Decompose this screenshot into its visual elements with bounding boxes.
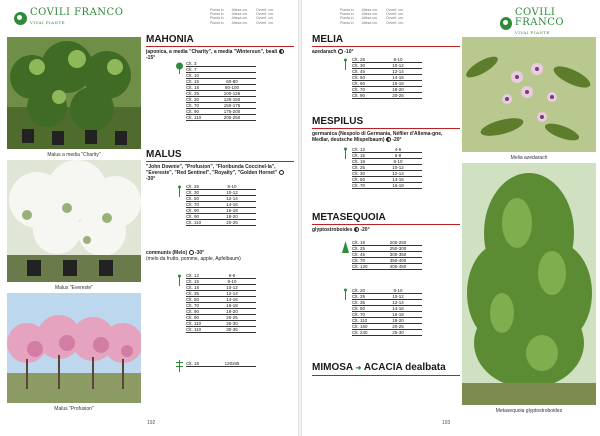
brand-sub: VIVAI PIANTE (514, 30, 550, 35)
table-row (352, 93, 422, 99)
title-malus: MALUS (146, 149, 182, 160)
size-cell: Clt. 25 (186, 184, 200, 189)
size-cell: Clt. 35 (186, 291, 200, 296)
table-communis (186, 273, 256, 333)
brand-sub: VIVAI PIANTE (30, 20, 66, 25)
size-cell: Clt. 30 (186, 97, 200, 102)
size-cell: Clt. 7 (186, 67, 197, 72)
size-cell: Clt. 50 (352, 75, 366, 80)
table-communis-espalier (186, 361, 256, 367)
size-cell: Clt. 15 (186, 79, 200, 84)
size-cell: Clt. 18 (352, 240, 366, 245)
size-cell: Clt. 25 (186, 91, 200, 96)
size-cell: Clt. 90 (186, 214, 200, 219)
size-cell: Clt. 70 (352, 312, 366, 317)
legend: Pianta in Pianta in Pianta in Pianta in Alteza cm. Alteza cm. Alteza cm. Alteza cm. Ovverf. cm. Ovverf. cm. Ovverf. cm. Ovverf. cm. (210, 8, 274, 25)
size-cell: Clt. 110 (186, 321, 202, 326)
size-cell: Clt. 50 (352, 306, 366, 311)
value-cell: 250-300 (389, 246, 407, 251)
brand-logo (14, 8, 123, 28)
page-number-right: 193 (442, 420, 451, 426)
desc2-communis: (melo da frutto, pomme, apple, Apfelbaum) (146, 256, 241, 262)
size-cell: Clt. 90 (352, 93, 366, 98)
half-sun-icon (386, 137, 391, 142)
value-cell: 14-16 (226, 202, 238, 207)
section-malus (146, 149, 294, 182)
page-number-left: 192 (147, 420, 156, 426)
size-cell: Clt. 70 (186, 103, 200, 108)
value-cell (208, 73, 256, 78)
value-cell: 12-14 (392, 300, 404, 305)
title-mimosa: MIMOSA ➜ ACACIA dealbata (312, 362, 446, 373)
desc-metasequoia: glyptostroboides -20° (312, 227, 370, 233)
photo-malus-profusion (7, 293, 141, 403)
size-cell: Clt. 18 (186, 285, 200, 290)
value-cell: 12-14 (392, 171, 404, 176)
table-malus (186, 184, 256, 226)
tree-icon (176, 274, 183, 286)
section-mahonia (146, 34, 294, 61)
table-row (186, 327, 256, 333)
photo-metasequoia (462, 163, 596, 405)
divider (146, 161, 294, 162)
size-cell: Clt. 110 (186, 220, 202, 225)
caption-metasequoia: Metasequoia glyptostroboides (495, 408, 563, 414)
value-cell: 12-14 (392, 69, 404, 74)
size-cell: Clt. 90 (186, 315, 200, 320)
value-cell: 14-16 (226, 297, 238, 302)
right-header (302, 6, 600, 35)
value-cell: 16-18 (226, 208, 238, 213)
tree-icon (342, 147, 349, 159)
value-cell: 16-18 (392, 183, 404, 188)
size-cell: Clt. 45 (352, 252, 366, 257)
size-cell: Clt. 90 (186, 109, 200, 114)
left-photo-column (7, 37, 141, 417)
value-cell: 8-10 (393, 159, 403, 164)
sun-icon (189, 250, 194, 255)
caption-malus-evereste: Malus "Evereste" (54, 285, 93, 291)
divider (312, 224, 460, 225)
size-cell: Clt. 15 (352, 153, 366, 158)
caption-mahonia: Malus a media "Charity" (47, 152, 101, 158)
brand-name: COVILI FRANCO (30, 7, 124, 18)
tree-icon (342, 288, 349, 300)
size-cell: Clt. 18 (186, 85, 200, 90)
half-sun-icon (279, 49, 284, 54)
value-cell: 20-25 (392, 324, 404, 329)
value-cell: 6-8 (394, 153, 402, 158)
value-cell: 4-6 (394, 147, 402, 152)
value-cell: 25-30 (226, 321, 238, 326)
sun-icon (279, 170, 284, 175)
divider (312, 128, 460, 129)
value-cell: 14-16 (392, 75, 404, 80)
value-cell: 30-35 (226, 327, 238, 332)
section-metasequoia (312, 212, 460, 233)
brand-logo (500, 8, 600, 38)
title-melia: MELIA (312, 34, 344, 45)
title-mahonia: MAHONIA (146, 34, 194, 45)
table-mahonia (186, 61, 256, 121)
value-cell: 10-12 (226, 285, 238, 290)
size-cell: Clt. 160 (352, 324, 368, 329)
size-cell: Clt. 25 (352, 57, 366, 62)
size-cell: Clt. 240 (352, 330, 368, 335)
value-cell: 350-400 (389, 258, 407, 263)
divider (146, 46, 294, 47)
tree-icon (342, 58, 349, 70)
espalier-icon (176, 360, 183, 372)
photo-malus-evereste (7, 160, 141, 282)
value-cell: 400-450 (389, 264, 407, 269)
size-cell: Clt. 30 (352, 171, 366, 176)
size-cell: Clt. 70 (352, 258, 366, 263)
table-row (352, 264, 422, 270)
size-cell: Clt. 70 (186, 303, 200, 308)
section-melia (312, 34, 460, 55)
size-cell: Clt. 110 (352, 318, 368, 323)
value-cell: 18-20 (226, 214, 238, 219)
divider (312, 46, 460, 47)
size-cell: Clt. 12 (352, 147, 366, 152)
arrow-right-icon: ➜ (355, 365, 362, 372)
table-metasequoia-b (352, 288, 422, 336)
desc-malus: "John Downie", "Profusion", "Floribunda Coccinel-la", "Evereste", "Red Sentinel", "Royalty", "Golden Hornet" -30° (146, 164, 294, 182)
brand-name: COVILI FRANCO (514, 7, 565, 28)
section-mespilus (312, 116, 460, 143)
value-cell: 20-25 (226, 315, 238, 320)
sun-icon (338, 49, 343, 54)
size-cell: Clt. 25 (352, 246, 366, 251)
value-cell: 100-125 (223, 91, 241, 96)
size-cell: Clt. 90 (186, 309, 200, 314)
desc-communis: communis (Melo) -30° (146, 250, 205, 256)
value-cell: 16-18 (226, 303, 238, 308)
size-cell: Clt. 18 (352, 159, 366, 164)
value-cell: 10-12 (392, 165, 404, 170)
value-cell: 14-16 (392, 177, 404, 182)
desc-mahonia: japonica, a media "Charity", a media "Wintersun", beali -15° (146, 49, 294, 61)
value-cell: 125-150 (223, 97, 241, 102)
caption-malus-profusion: Malus "Profusion" (54, 406, 94, 412)
value-cell: 25-30 (392, 330, 404, 335)
value-cell: 80-100 (224, 85, 239, 90)
table-row (186, 115, 256, 121)
value-cell (208, 67, 256, 72)
value-cell (208, 61, 256, 66)
value-cell: 6-8 (228, 273, 236, 278)
value-cell: 16-18 (392, 312, 404, 317)
value-cell: 12-14 (226, 196, 238, 201)
value-cell: 16-18 (392, 81, 404, 86)
size-cell: Clt. 25 (352, 165, 366, 170)
left-header (0, 6, 298, 32)
size-cell: Clt. 25 (352, 294, 366, 299)
value-cell: 20-25 (392, 93, 404, 98)
conifer-icon (342, 241, 349, 253)
left-page (0, 0, 298, 436)
table-melia (352, 57, 422, 99)
photo-mahonia (7, 37, 141, 149)
size-cell: Clt. 110 (186, 115, 202, 120)
size-cell: Clt. 50 (186, 196, 200, 201)
value-cell: 10-12 (392, 294, 404, 299)
value-cell: 300-350 (389, 252, 407, 257)
size-cell: Clt. 50 (186, 297, 200, 302)
value-cell: 150-175 (223, 103, 241, 108)
table-row (352, 330, 422, 336)
size-cell: Clt. 90 (186, 208, 200, 213)
size-cell: Clt. 60 (352, 81, 366, 86)
table-mespilus (352, 147, 422, 189)
size-cell: Clt. 120 (352, 264, 368, 269)
value-cell: 20-25 (226, 220, 238, 225)
caption-melia: Melia azedarach (510, 155, 548, 161)
value-cell: 18-20 (226, 309, 238, 314)
value-cell: 18-20 (392, 318, 404, 323)
value-cell: 10-12 (226, 190, 238, 195)
right-photo-column (462, 37, 596, 417)
photo-melia (462, 37, 596, 152)
size-cell: Clt. 110 (186, 327, 202, 332)
legend: Pianta in Pianta in Pianta in Pianta in Alteza cm. Alteza cm. Alteza cm. Alteza cm. Ovverf. cm. Ovverf. cm. Ovverf. cm. Ovverf. cm. (340, 8, 404, 25)
value-cell: 8-10 (393, 288, 403, 293)
table-row: Clt. 18 120x85 (186, 361, 256, 367)
size-cell: Clt. 12 (186, 273, 200, 278)
section-communis (146, 250, 294, 262)
right-page (302, 0, 600, 436)
size-cell: Clt. 35 (352, 300, 366, 305)
leaf-logo-icon (14, 12, 27, 25)
desc-mespilus: germanica (Nespolo di Germania, Néflier d'Allema-gne, Medlar, deutsche Mispelbaum) -20° (312, 131, 443, 143)
value-cell: 18-20 (392, 87, 404, 92)
value-cell: 8-10 (227, 279, 237, 284)
tree-icon (176, 185, 183, 197)
size-cell: Clt. 15 (186, 279, 200, 284)
size-cell: Clt. 3 (186, 61, 197, 66)
shrub-icon (176, 62, 183, 74)
size-cell: Clt. 70 (186, 202, 200, 207)
size-cell: Clt. 45 (352, 69, 366, 74)
size-cell: Clt. 50 (352, 177, 366, 182)
desc-melia: azedarach -10° (312, 49, 354, 55)
half-sun-icon (354, 227, 359, 232)
size-cell: Clt. 70 (352, 87, 366, 92)
section-mimosa (312, 362, 460, 378)
value-cell: 8-10 (227, 184, 237, 189)
value-cell: 14-16 (392, 306, 404, 311)
value-cell: 175-200 (223, 109, 241, 114)
table-metasequoia-a (352, 240, 422, 270)
value-cell: 10-12 (392, 63, 404, 68)
size-cell: Clt. 30 (352, 63, 366, 68)
value-cell: 60-80 (226, 79, 238, 84)
size-cell: Clt. 20 (352, 288, 366, 293)
size-cell: Clt. 30 (186, 190, 200, 195)
value-cell: 200-250 (389, 240, 407, 245)
title-metasequoia: METASEQUOIA (312, 212, 386, 223)
size-cell: Clt. 70 (352, 183, 366, 188)
title-mespilus: MESPILUS (312, 116, 364, 127)
leaf-logo-icon (500, 17, 512, 30)
divider (312, 375, 460, 376)
value-cell: 8-10 (393, 57, 403, 62)
value-cell: 200-250 (223, 115, 241, 120)
table-row (186, 220, 256, 226)
value-cell: 12-14 (226, 291, 238, 296)
size-cell: Clt. 10 (186, 73, 200, 78)
table-row (352, 183, 422, 189)
